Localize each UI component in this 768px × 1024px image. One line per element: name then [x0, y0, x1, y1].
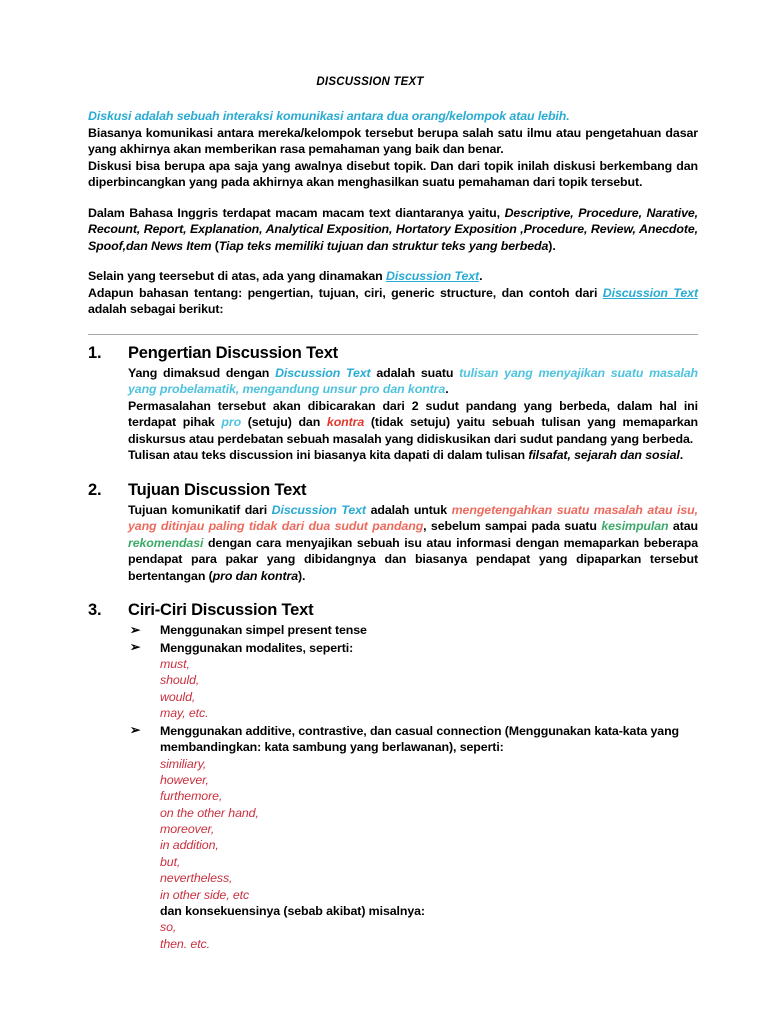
- intro-lead-paragraph: [88, 108, 698, 125]
- discussion-text-link[interactable]: Discussion Text: [602, 285, 698, 300]
- section-2-paragraph-1: [128, 502, 698, 585]
- list-item: on the other hand,: [160, 805, 259, 820]
- ciri-item-1-label: Menggunakan simpel present tense: [160, 623, 367, 637]
- section-1-heading: [88, 344, 698, 363]
- spacer: [88, 254, 698, 268]
- list-item: so,: [160, 920, 177, 935]
- section-2-body: [128, 502, 698, 585]
- text-types-paren-note: Tiap teks memiliki tujuan dan struktur teks yang berbeda: [218, 238, 549, 253]
- section-tujuan: [88, 481, 698, 585]
- section-2-title: Tujuan Discussion Text: [128, 480, 307, 499]
- adapun-suffix: adalah sebagai berikut:: [88, 302, 224, 316]
- adapun-prefix: Adapun bahasan tentang: pengertian, tujuan, ciri, generic structure, dan contoh dari: [88, 285, 603, 300]
- ciri-ciri-list: [88, 622, 698, 952]
- s2-p1-a: Tujuan komunikatif dari: [128, 502, 272, 517]
- arrow-bullet-icon: ➢: [130, 622, 141, 637]
- section-2-heading: [88, 481, 698, 500]
- section-3-title: Ciri-Ciri Discussion Text: [128, 601, 314, 619]
- text-types-paragraph: [88, 205, 698, 255]
- section-1-paragraph-2: [128, 398, 698, 448]
- s2-p1-e: dengan cara menyajikan sebuah isu atau informasi dengan memaparkan beberapa pendapat para pakar yang dibidangnya dan biasanya pendapat yang dipaparkan tersebut bertentangan (: [128, 535, 698, 583]
- text-types-list: Descriptive, Procedure, Narative, Recount, Report, Explanation, Analytical Exposition, Hortatory Exposition ,Procedure, Review, Anecdote, Spoof,dan News Item: [88, 205, 698, 253]
- arrow-bullet-icon: ➢: [130, 723, 141, 737]
- kesimpulan-term: kesimpulan: [601, 519, 669, 533]
- s1-p1-c: .: [445, 382, 449, 396]
- intro-paragraph-2: Biasanya komunikasi antara mereka/kelompok tersebut berupa salah satu ilmu atau pengetahuan dasar yang akhirnya akan memberikan rasa pemahaman yang baik dan benar.: [88, 125, 698, 156]
- kontra-term: kontra: [326, 415, 365, 429]
- list-item: [128, 622, 698, 639]
- list-item: however,: [160, 772, 209, 787]
- text-types-paren-close: ).: [548, 238, 556, 253]
- s1-p2-b: (setuju) dan: [241, 415, 327, 429]
- ciri-item-2-label: Menggunakan modalites, seperti:: [160, 640, 354, 655]
- spacer: [88, 191, 698, 205]
- section-2-number: 2.: [88, 480, 102, 499]
- list-item: but,: [160, 854, 181, 869]
- s1-p3-b: .: [679, 448, 684, 462]
- list-item: moreover,: [160, 822, 215, 836]
- section-3-number: 3.: [88, 601, 102, 619]
- section-1-number: 1.: [88, 343, 102, 362]
- text-types-prefix: Dalam Bahasa Inggris terdapat macam macam text diantaranya yaitu,: [88, 205, 505, 220]
- s2-p1-italic: pro dan kontra: [212, 568, 298, 583]
- list-item: must,: [160, 657, 190, 671]
- list-item: [128, 640, 698, 722]
- list-item: nevertheless,: [160, 871, 233, 886]
- discussion-text-term: Discussion Text: [275, 365, 371, 380]
- list-item: furthemore,: [160, 789, 223, 804]
- ciri-item-3-label: Menggunakan additive, contrastive, dan casual connection (Menggunakan kata-kata yang membandingkan: kata sambung yang berlawanan), seperti:: [160, 723, 680, 754]
- list-item: may, etc.: [160, 706, 209, 721]
- consequence-note: dan konsekuensinya (sebab akibat) misalnya:: [160, 903, 425, 918]
- discussion-text-link[interactable]: Discussion Text: [386, 269, 480, 283]
- arrow-bullet-icon: ➢: [130, 640, 141, 654]
- list-item: would,: [160, 689, 196, 704]
- s2-purpose-highlight: mengetengahkan suatu masalah atau isu, yang ditinjau paling tidak dari dua sudut pandang: [128, 502, 698, 533]
- section-ciri-ciri: [88, 601, 698, 952]
- s2-p1-c: , sebelum sampai pada suatu: [423, 519, 602, 533]
- section-1-paragraph-1: [128, 365, 698, 398]
- list-item: in other side, etc: [160, 887, 250, 902]
- connectives-list: [160, 756, 698, 903]
- section-1-body: [128, 365, 698, 464]
- pro-term: pro: [221, 415, 242, 429]
- intro-paragraph-3: Diskusi bisa berupa apa saja yang awalnya disebut topik. Dan dari topik inilah diskusi berkembang dan diperbincangkan yang pada akhirnya akan menghasilkan suatu pemahaman dari topik tersebut.: [88, 158, 698, 189]
- rekomendasi-term: rekomendasi: [128, 535, 204, 550]
- list-item: then. etc.: [160, 936, 210, 951]
- intro-lead-text: Diskusi adalah sebuah interaksi komunikasi antara dua orang/kelompok atau lebih.: [88, 109, 570, 123]
- selain-suffix: .: [479, 269, 483, 283]
- section-divider: [88, 334, 698, 335]
- text-types-paren-open: (: [214, 238, 219, 253]
- s1-p2-a: Permasalahan tersebut akan dibicarakan dari 2 sudut pandang yang berbeda, dalam hal ini terdapat pihak: [128, 398, 698, 429]
- s2-p1-b: adalah untuk: [365, 502, 452, 517]
- s1-definition-highlight: tulisan yang menyajikan suatu masalah yang probelamatik, mengandung unsur pro dan kontra: [128, 365, 698, 396]
- s1-p2-c: (tidak setuju) yaitu sebuah tulisan yang memaparkan diskursus atau perdebatan sebuah masalah yang didiskusikan dari sudut pandang yang berbeda.: [128, 415, 698, 446]
- list-item: should,: [160, 673, 200, 688]
- section-3-heading: [88, 601, 698, 620]
- spacer: [88, 464, 698, 481]
- s1-p1-b: adalah suatu: [370, 365, 460, 380]
- s1-p3-italic: filsafat, sejarah dan sosial: [528, 448, 680, 462]
- consequences-list: [160, 919, 698, 952]
- discussion-text-term: Discussion Text: [271, 502, 366, 517]
- page-title: DISCUSSION TEXT: [316, 76, 424, 88]
- modals-list: [160, 656, 698, 722]
- list-item: in addition,: [160, 838, 219, 853]
- spacer: [88, 584, 698, 601]
- section-pengertian: [88, 344, 698, 464]
- s2-p1-d: atau: [668, 519, 699, 533]
- section-1-title: Pengertian Discussion Text: [128, 343, 338, 362]
- list-item: [128, 723, 698, 953]
- adapun-paragraph: [88, 285, 698, 318]
- selain-paragraph: [88, 268, 698, 285]
- s2-p1-f: ).: [298, 568, 306, 583]
- selain-prefix: Selain yang teersebut di atas, ada yang dinamakan: [88, 269, 386, 283]
- section-1-paragraph-3: [128, 447, 698, 464]
- s1-p1-a: Yang dimaksud dengan: [128, 365, 276, 380]
- s1-p3-a: Tulisan atau teks discussion ini biasanya kita dapati di dalam tulisan: [128, 448, 529, 462]
- list-item: similiary,: [160, 756, 207, 771]
